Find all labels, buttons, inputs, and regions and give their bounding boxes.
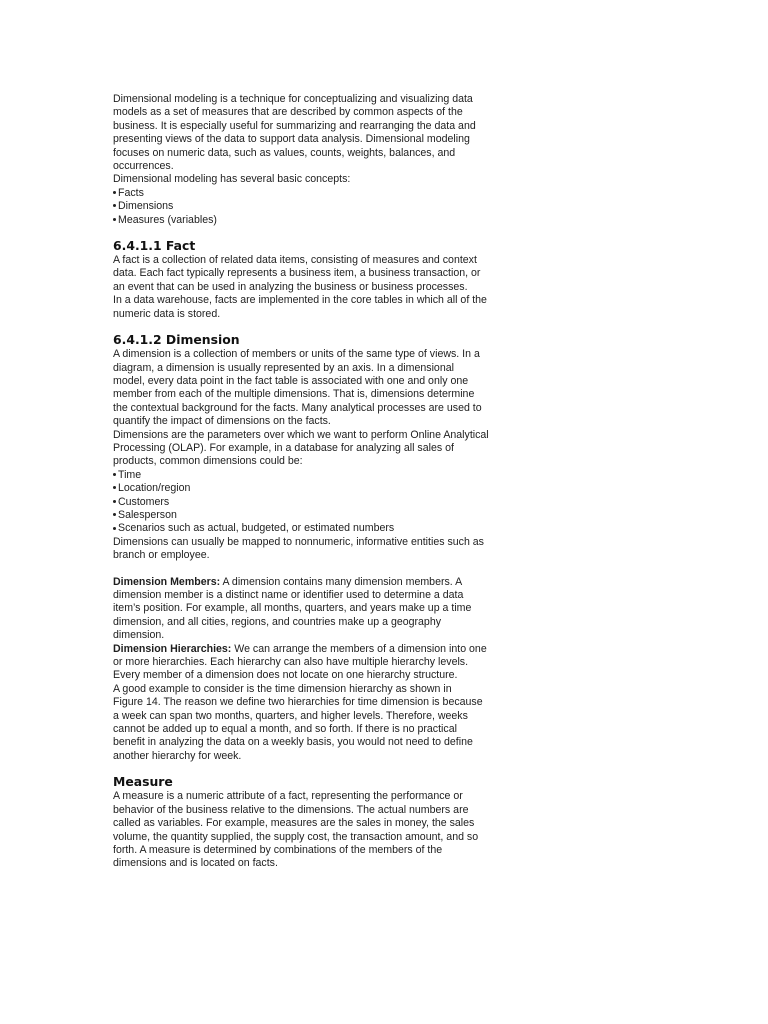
text-line: behavior of the business relative to the dimensions. The actual numbers are (113, 803, 469, 816)
text-line: member from each of the multiple dimensions. That is, dimensions determine (113, 388, 475, 401)
text-line: occurrences. (113, 160, 174, 173)
text-line: business. It is especially useful for summarizing and rearranging the data and (113, 119, 476, 132)
text-line: volume, the quantity supplied, the supply cost, the transaction amount, and so (113, 830, 479, 843)
text-line: presenting views of the data to support data analysis. Dimensional modeling (113, 133, 470, 146)
text-line: diagram, a dimension is usually represented by an axis. In a dimensional (113, 361, 454, 374)
text-line: or more hierarchies. Each hierarchy can also have multiple hierarchy levels. (113, 656, 469, 669)
fact-paragraph (113, 254, 553, 321)
list-item: Scenarios such as actual, budgeted, or estimated numbers (113, 522, 553, 535)
heading-measure: Measure (113, 774, 173, 790)
bullet-icon (113, 473, 116, 476)
dimensions-list (113, 469, 553, 536)
text-line: Dimensional modeling is a technique for conceptualizing and visualizing data (113, 93, 473, 105)
text-line: Dimensions are the parameters over which we want to perform Online Analytical (113, 428, 489, 441)
list-item: Facts (113, 187, 553, 200)
bullet-icon (113, 204, 116, 207)
intro-paragraph (113, 93, 553, 187)
text-line: focuses on numeric data, such as values, counts, weights, balances, and (113, 146, 456, 159)
bullet-icon (113, 500, 116, 503)
text-line: the contextual background for the facts. Many analytical processes are used to (113, 401, 482, 414)
list-item: Salesperson (113, 509, 553, 522)
document-body (113, 93, 553, 871)
text-line: Every member of a dimension does not locate on one hierarchy structure. (113, 669, 458, 682)
text-line: called as variables. For example, measures are the sales in money, the sales (113, 817, 475, 830)
text-line: another hierarchy for week. (113, 749, 242, 762)
text-line: products, common dimensions could be: (113, 455, 303, 468)
members-label: Dimension Members: (113, 575, 221, 588)
text-line: forth. A measure is determined by combinations of the members of the (113, 843, 443, 856)
text-line: Dimension Members: A dimension contains many dimension members. A (113, 575, 463, 588)
text-line: dimensions and is located on facts. (113, 857, 278, 870)
bullet-icon (113, 218, 116, 221)
text-line: quantify the impact of dimensions on the facts. (113, 415, 331, 428)
heading-dimension: 6.4.1.2 Dimension (113, 332, 240, 348)
text-line: model, every data point in the fact table is associated with one and only one (113, 374, 469, 387)
hierarchies-paragraph (113, 643, 553, 764)
bullet-icon (113, 191, 116, 194)
text-line: Figure 14. The reason we define two hierarchies for time dimension is because (113, 696, 483, 709)
members-paragraph (113, 576, 553, 643)
concepts-list (113, 187, 553, 227)
heading-fact: 6.4.1.1 Fact (113, 238, 196, 254)
text-line: dimension. (113, 629, 165, 642)
text-line: A fact is a collection of related data items, consisting of measures and context (113, 254, 477, 267)
text-line: data. Each fact typically represents a business item, a business transaction, or (113, 267, 481, 280)
text-line: A dimension is a collection of members or units of the same type of views. In a (113, 348, 480, 361)
text-line: a week can span two months, quarters, and higher levels. Therefore, weeks (113, 709, 468, 722)
list-item: Measures (variables) (113, 214, 553, 227)
measure-paragraph (113, 790, 553, 870)
text-line: dimension, and all cities, regions, and countries make up a geography (113, 615, 442, 628)
bullet-icon (113, 527, 116, 530)
text-line: models as a set of measures that are described by common aspects of the (113, 106, 463, 119)
text-line: Dimension Hierarchies: We can arrange the members of a dimension into one (113, 642, 487, 655)
list-item: Customers (113, 496, 553, 509)
text-line: Dimensional modeling has several basic concepts: (113, 173, 351, 186)
text-line: numeric data is stored. (113, 307, 221, 320)
bullet-icon (113, 486, 116, 489)
text-line: A good example to consider is the time dimension hierarchy as shown in (113, 682, 452, 695)
text-line: item’s position. For example, all months, quarters, and years make up a time (113, 602, 472, 615)
text-line: cannot be added up to equal a month, and so forth. If there is no practical (113, 723, 457, 736)
list-item: Dimensions (113, 200, 553, 213)
text-line: dimension member is a distinct name or identifier used to determine a data (113, 589, 464, 601)
list-item: Location/region (113, 482, 553, 495)
hierarchies-label: Dimension Hierarchies: (113, 642, 232, 655)
bullet-icon (113, 513, 116, 516)
text-line: an event that can be used in analyzing the business or business processes. (113, 280, 468, 293)
text-line: Dimensions can usually be mapped to nonnumeric, informative entities such as (113, 535, 484, 548)
text-line: In a data warehouse, facts are implemented in the core tables in which all of the (113, 294, 487, 307)
dimension-after-paragraph (113, 536, 553, 563)
list-item: Time (113, 469, 553, 482)
text-line: Processing (OLAP). For example, in a database for analyzing all sales of (113, 441, 454, 454)
text-line: A measure is a numeric attribute of a fact, representing the performance or (113, 790, 463, 803)
dimension-paragraph (113, 348, 553, 469)
text-line: branch or employee. (113, 549, 210, 562)
text-line: benefit in analyzing the data on a weekly basis, you would not need to define (113, 736, 473, 749)
